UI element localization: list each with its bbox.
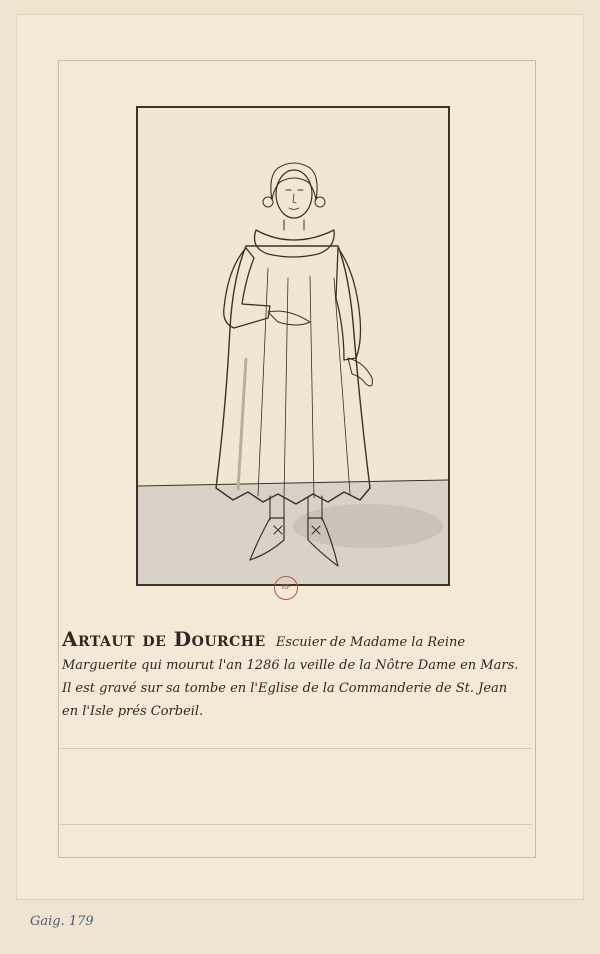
caption-name: Artaut de Dourche [62,627,266,651]
mouth [289,208,299,210]
stamp-text: RF [281,584,291,591]
figure-drawing [138,108,448,584]
gown-fold [258,268,268,496]
hair-curl [263,197,273,207]
ruled-line [60,748,532,749]
caption-block [62,628,536,723]
nose [293,194,296,203]
hair-curl [315,197,325,207]
gown-fold [310,276,314,498]
caption-title: Escuier de Madame la Reine [275,635,466,650]
caption-line-4: en l'Isle prés Corbeil. [62,704,204,719]
left-hand [268,311,310,325]
ruled-line [60,824,532,825]
caption-line-1 [62,628,536,654]
caption-line-3: Il est gravé sur sa tombe en l'Eglise de la Commanderie de St. Jean [62,681,508,696]
neck [284,220,304,230]
cast-shadow [293,504,443,548]
hood-collar [255,230,335,257]
shelfmark-annotation: Gaig. 179 [30,914,94,929]
illustration-frame [136,106,450,586]
right-sleeve [336,248,361,360]
gown-shade [238,358,246,490]
right-hand [348,358,372,386]
gown-fold [334,278,350,494]
caption-line-2: Marguerite qui mourut l'an 1286 la veille de la Nôtre Dame en Mars. [62,658,519,673]
library-stamp [274,576,298,600]
